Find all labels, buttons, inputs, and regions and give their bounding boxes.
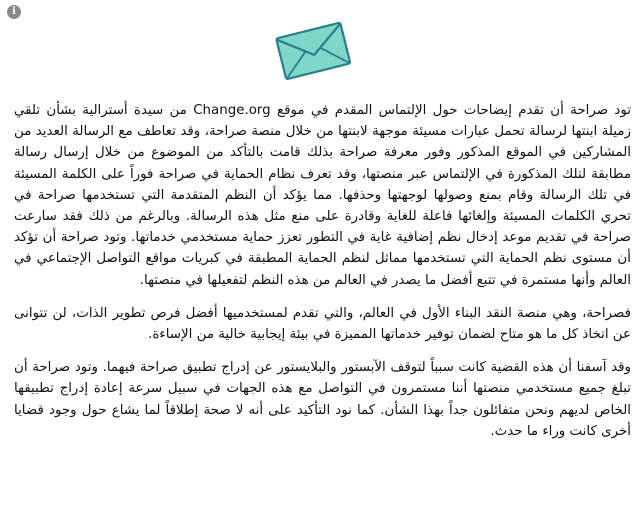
- paragraph-app-stores: وقد آسفنا أن هذه القضية كانت سبباً لتوقف الآبستور والبلايستور عن إدراج تطبيق صراحة فيهما. وتود صراحة أن تبلغ جميع مستخدمي منصتها أننا مستمرون في التواصل مع هذه الجهات في سبيل سرعة إعادة إدراج تطبيقها الخاص لديهم ونحن متفائلون جداً بهذا الشأن. كما نود التأكيد على أنه لا صحة إطلاقاً لما يشاع حول وجود قضايا أخرى كانت وراء ما حدث.: [14, 360, 631, 439]
- envelope-logo: [272, 18, 354, 82]
- statement-body: [14, 100, 631, 454]
- paragraph-clarification: تود صراحة أن تقدم إيضاحات حول الإلتماس المقدم في موقع Change.org من سيدة أسترالية بشأن تلقي زميلة ابنتها لرسالة تحمل عبارات مسيئة موجهة لابنتها من خلال منصة صراحة، وقد تعاطف مع الرسالة العديد من المشاركين في الموقع المذكور وفور معرفة صراحة بذلك قامت بالتأكد من الموضوع من خلال إرسال رسالة مطابقة لتلك المذكورة في الإلتماس عبر منصتها، وقد تعرف نظام الحماية في صراحة فوراً على الكلمة المسيئة في تلك الرسالة وقام بمنع وصولها لوجهتها وحذفها. مما يؤكد أن النظم المتقدمة التي تستخدمها صراحة في تحري الكلمات المسيئة وإلغائها فاعلة للغاية وقادرة على منع مثل هذه الرسالة. وبالرغم من ذلك فقد سارعت صراحة في تقديم موعد إدخال نظم إضافية غاية في التطور تعزز حماية مستخدمي خدماتها. وتود صراحة أن تؤكد أن مستوى نظم الحماية التي تستخدمها مماثل لنظم الحماية المطبقة في كبريات مواقع التواصل الإجتماعي في العالم وأنها مستمرة في تتبع أفضل ما يصدر في العالم من هذه النظم لتفعيلها في منصتها.: [14, 103, 631, 288]
- info-icon[interactable]: i: [7, 5, 21, 19]
- envelope-icon: [272, 18, 354, 82]
- paragraph-sarahah-mission: فصراحة، وهي منصة النقد البناء الأول في العالم، والتي تقدم لمستخدميها أفضل فرص تطوير الذات، لن تتوانى عن اتخاذ كل ما هو متاح لضمان توفير خدماتها المميزة في بيئة إيجابية خالية من الإساءة.: [14, 305, 631, 343]
